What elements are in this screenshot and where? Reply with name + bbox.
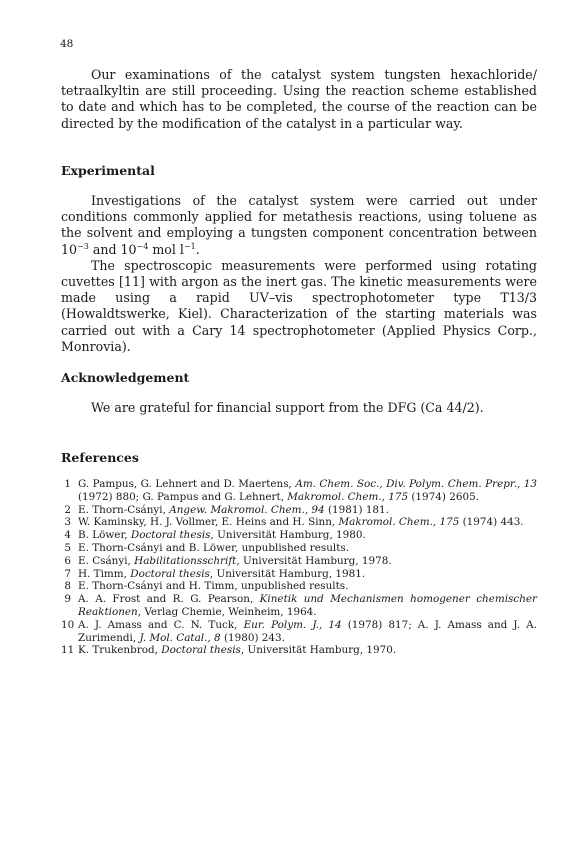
reference-text: , Universität Hamburg, 1978. — [236, 554, 392, 567]
intro-section — [61, 67, 537, 132]
reference-number: 8 — [64, 580, 71, 593]
reference-item — [61, 478, 537, 504]
reference-text: E. Thorn-Csányi and B. Löwer, unpublished results. — [78, 541, 350, 554]
reference-text: (1972) 880; G. Pampus and G. Lehnert, — [78, 490, 288, 503]
reference-text: G. Pampus, G. Lehnert and D. Maertens, — [78, 478, 296, 490]
reference-text: (1981) 181. — [324, 503, 389, 516]
reference-text: A. A. Frost and R. G. Pearson, — [78, 593, 260, 606]
reference-text: K. Trukenbrod, — [78, 644, 162, 657]
reference-text: (1974) 2605. — [408, 490, 479, 503]
reference-source: Doctoral thesis — [161, 644, 241, 657]
reference-item — [61, 529, 537, 542]
experimental-text-b: and 10 — [88, 241, 137, 257]
intro-paragraph: Our examinations of the catalyst system tungsten hexachloride/ tetraalkyltin are still proceeding. Using the reaction scheme established to date and which has to be completed, the course of the reaction can be directed by the modification of the catalyst in a particular way. — [61, 67, 537, 131]
reference-source: Doctoral thesis — [130, 529, 211, 542]
reference-text: B. Löwer, — [78, 529, 131, 542]
reference-text: , Universität Hamburg, 1970. — [240, 644, 397, 657]
reference-number: 4 — [64, 529, 71, 542]
reference-source: Am. Chem. Soc., Div. Polym. Chem. Prepr., 13 — [295, 478, 538, 490]
exponent-c: −1 — [183, 241, 196, 251]
reference-source: Doctoral thesis — [130, 567, 210, 580]
reference-text: (1980) 243. — [220, 631, 285, 644]
reference-number: 3 — [64, 516, 71, 529]
reference-source: J. Mol. Catal., 8 — [139, 631, 221, 644]
reference-number: 7 — [64, 567, 71, 580]
reference-text: A. J. Amass and C. N. Tuck, — [78, 618, 244, 631]
reference-text: , Universität Hamburg, 1981. — [209, 567, 366, 580]
experimental-text-a: Investigations of the catalyst system were carried out under conditions commonly applied for metathesis reactions, using toluene as the solvent and employing a tungsten component concentration between 10 — [61, 193, 537, 257]
reference-number: 10 — [61, 618, 75, 631]
reference-number: 9 — [64, 593, 71, 606]
reference-text: , Verlag Chemie, Weinheim, 1964. — [137, 605, 317, 618]
acknowledgement-heading: Acknowledgement — [61, 370, 190, 385]
exponent-b: −4 — [136, 241, 149, 251]
experimental-heading: Experimental — [61, 163, 155, 178]
reference-text: E. Csányi, — [78, 554, 135, 567]
reference-text: E. Thorn-Csányi and H. Timm, unpublished results. — [78, 580, 349, 593]
references-list — [61, 478, 537, 657]
experimental-section — [61, 163, 537, 355]
acknowledgement-section — [61, 370, 537, 416]
experimental-paragraph-2: The spectroscopic measurements were performed using rotating cuvettes [11] with argon as the inert gas. The kinetic measurements were made using a rapid UV–vis spectrophotometer type T13/3 (Howaldtswerke, Kiel). Characterization of the starting materials was carried out with a Cary 14 spectrophotometer (Applied Physics Corp., Monrovia). — [61, 257, 537, 354]
reference-item — [61, 619, 537, 645]
experimental-text-d: . — [195, 241, 200, 257]
reference-source: Angew. Makromol. Chem., 94 — [169, 503, 325, 516]
reference-source: Eur. Polym. J., 14 — [243, 618, 342, 631]
reference-item — [61, 593, 537, 619]
reference-source: Makromol. Chem., 175 — [338, 516, 460, 529]
reference-text: H. Timm, — [78, 567, 131, 580]
reference-item — [61, 542, 537, 555]
reference-text: (1974) 443. — [459, 516, 524, 529]
experimental-paragraph-1 — [61, 193, 537, 258]
reference-source: Habilitationsschrift — [134, 554, 237, 567]
reference-source: Kinetik und Mechanismen homogener chemischer Reaktionen — [78, 593, 537, 618]
reference-item — [61, 504, 537, 517]
reference-item — [61, 644, 537, 657]
reference-text: , Universität Hamburg, 1980. — [210, 529, 366, 542]
reference-item — [61, 568, 537, 581]
reference-number: 11 — [61, 644, 75, 657]
reference-number: 1 — [64, 478, 71, 490]
reference-text: (1978) 817; A. J. Amass and J. A. Zurimendi, — [78, 618, 537, 644]
acknowledgement-text: We are grateful for financial support from the DFG (Ca 44/2). — [91, 400, 484, 415]
reference-item — [61, 580, 537, 593]
page-number: 48 — [60, 38, 74, 50]
reference-number: 6 — [64, 554, 71, 567]
reference-item — [61, 516, 537, 529]
reference-source: Makromol. Chem., 175 — [287, 490, 409, 503]
reference-item — [61, 555, 537, 568]
references-section — [61, 450, 537, 657]
reference-text: W. Kaminsky, H. J. Vollmer, E. Heins and H. Sinn, — [78, 516, 339, 529]
reference-number: 5 — [64, 541, 71, 554]
reference-number: 2 — [64, 503, 71, 516]
reference-text: E. Thorn-Csányi, — [78, 503, 170, 516]
references-heading: References — [61, 450, 139, 465]
exponent-a: −3 — [77, 241, 89, 251]
experimental-text-c: mol l — [148, 241, 184, 257]
